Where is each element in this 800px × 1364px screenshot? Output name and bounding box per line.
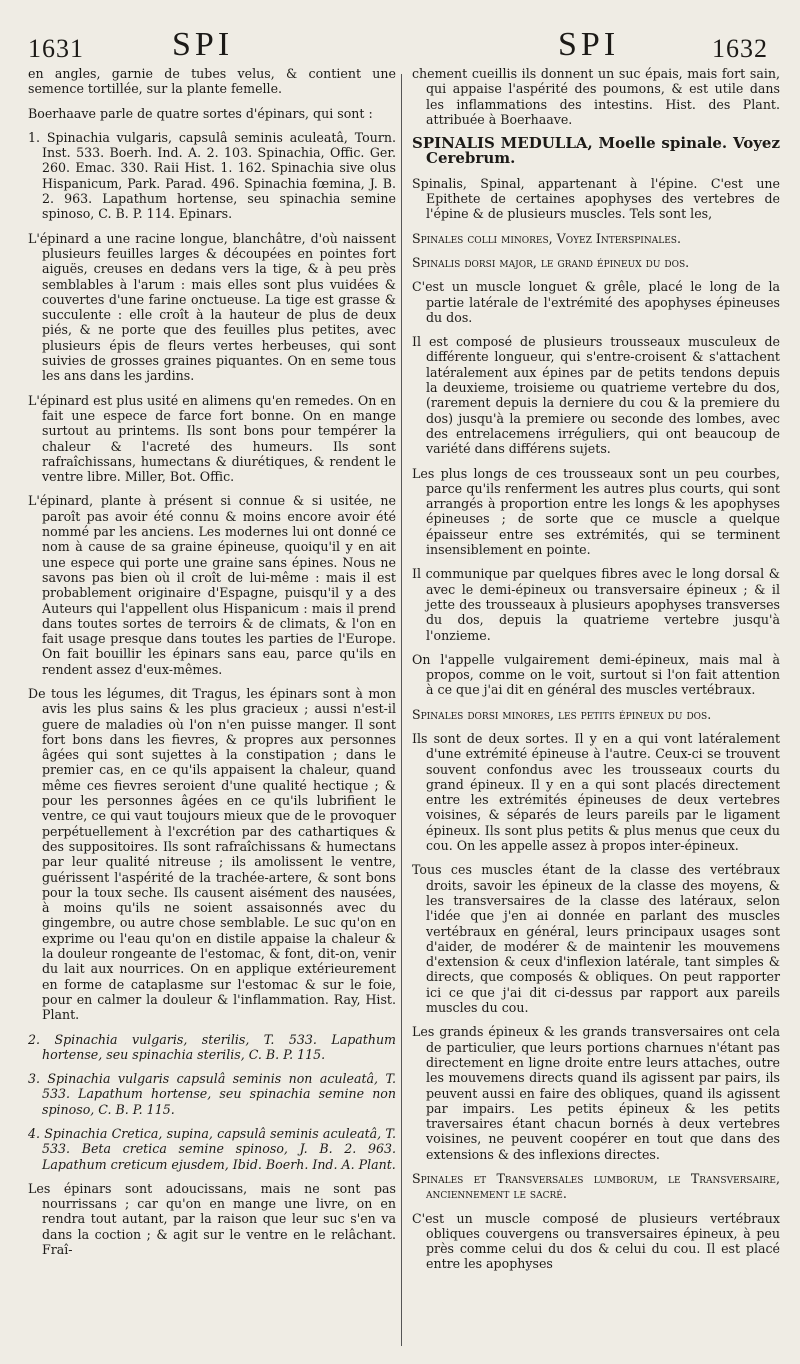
column-divider xyxy=(401,74,402,1346)
entry-heading: Spinales colli minores, Voyez Interspinales. xyxy=(412,230,681,246)
paragraph: C'est un muscle composé de plusieurs vertébraux obliques couvergens ou transversaires épineux, à peu près comme celui du dos & celui du cou. Il est placé entre les apophyses xyxy=(412,1210,780,1272)
entry-heading: Spinales dorsi minores, les petits épineux du dos. xyxy=(412,706,712,722)
list-item: 3. Spinachia vulgaris capsulâ seminis non aculeatâ, T. 533. Lapathum hortense, seu spinachia semine non spinoso, C. B. P. 115. xyxy=(28,1071,396,1117)
left-column xyxy=(28,66,396,1266)
paragraph: Spinalis, Spinal, appartenant à l'épine. C'est une Epithete de certaines apophyses des vertebres de l'épine & de plusieurs muscles. Tels sont les, xyxy=(412,175,780,222)
paragraph: C'est un muscle longuet & grêle, placé le long de la partie latérale de l'extrémité des apophyses épineuses du dos. xyxy=(412,279,780,325)
paragraph: Les plus longs de ces trousseaux sont un peu courbes, parce qu'ils renferment les autres plus courts, qui sont arrangés à proportion entre les longs & les apophyses épineuses ; de sorte que ce muscle a quelque épaisseur entre ses extrémités, qui se terminent insensiblement en pointe. xyxy=(412,465,780,558)
paragraph: Boerhaave parle de quatre sortes d'épinars, qui sont : xyxy=(28,105,373,121)
left-running-head: SPI xyxy=(172,26,234,63)
paragraph: Les épinars sont adoucissans, mais ne sont pas nourrissans ; car qu'on en mange une livre, on en rendra tout autant, par la raison que leur suc s'en va dans la coction ; & agit sur le ventre en le relâchant. Fraî- xyxy=(28,1180,396,1258)
right-column xyxy=(412,66,780,1281)
right-running-head: SPI xyxy=(558,26,620,63)
list-item: 1. Spinachia vulgaris, capsulâ seminis aculeatâ, Tourn. Inst. 533. Boerh. Ind. A. 2. 103. Spinachia, Offic. Ger. 260. Emac. 330. Raii Hist. 1. 162. Spinachia sive olus Hispanicum, Park. Parad. 496. Spinachia fœmina, J. B. 2. 963. Lapathum hortense, seu spinachia semine spinoso, C. B. P. 114. Epinars. xyxy=(28,129,396,222)
paragraph: L'épinard est plus usité en alimens qu'en remedes. On en fait une espece de farce fort bonne. On en mange surtout au printems. Ils sont bons pour tempérer la chaleur & l'acreté des humeurs. Ils sont rafraîchissans, humectans & diurétiques, & rendent le ventre libre. Miller, Bot. Offic. xyxy=(28,392,396,485)
paragraph: L'épinard a une racine longue, blanchâtre, d'où naissent plusieurs feuilles larges & découpées en pointes fort aiguës, creuses en dedans vers la tige, & à peu près semblables à l'arum : mais elles sont plus vuidées & couvertes d'une farine onctueuse. La tige est grasse & succulente : elle croît à la hauteur de plus de deux piés, & ne porte que des feuilles plus petites, avec plusieurs épis de fleurs vertes herbeuses, qui sont suivies de grosses graines piquantes. On en seme tous les ans dans les jardins. xyxy=(28,230,396,384)
entry-heading: Spinalis dorsi major, le grand épineux du dos. xyxy=(412,254,690,270)
paragraph: Ils sont de deux sortes. Il y en a qui vont latéralement d'une extrémité épineuse à l'autre. Ceux-ci se trouvent souvent confondus avec les trousseaux courts du grand épineux. Il y en a qui sont placés directement entre les extrémités épineuses de deux vertebres voisines, & séparés de leurs pareils par le ligament épineux. Ils sont plus petits & plus menus que ceux du cou. On les appelle assez à propos inter-épineux. xyxy=(412,730,780,854)
paragraph: Il est composé de plusieurs trousseaux musculeux de différente longueur, qui s'entre-croisent & s'attachent latéralement aux épines par de petits tendons depuis la deuxieme, troisieme ou quatrieme vertebre du dos, (rarement depuis la derniere du cou & la premiere du dos) jusqu'à la premiere ou seconde des lombes, avec des entrelacemens irréguliers, qui ont beaucoup de variété dans différens sujets. xyxy=(412,334,780,457)
paragraph: L'épinard, plante à présent si connue & si usitée, ne paroît pas avoir été connu & moins encore avoir été nommé par les anciens. Les modernes lui ont donné ce nom à cause de sa graine épineuse, quoiqu'il y en ait une espece qui porte une graine sans épines. Nous ne savons pas bien où il croît de lui-même : mais il est probablement originaire d'Espagne, puisqu'il y a des Auteurs qui l'appellent olus Hispanicum : mais il prend dans toutes sortes de terroirs & de climats, & l'on en fait usage presque dans toutes les parties de l'Europe. On fait bouillir les épinars sans eau, parce qu'ils en rendent assez d'eux-mêmes. xyxy=(28,493,396,677)
paragraph: De tous les légumes, dit Tragus, les épinars sont à mon avis les plus sains & les plus gracieux ; aussi n'est-il guere de maladies où l'on n'en puisse manger. Il sont fort bons dans les fievres, & propres aux personnes âgées qui sont sujettes à la constipation ; dans le premier cas, en ce qu'ils appaisent la chaleur, quand même ces fievres seroient d'une qualité hectique ; & pour les personnes âgées en ce qu'ils lubrifient le ventre, ce qui vaut toujours mieux que de le provoquer perpétuellement à l'excrétion par des cathartiques & des suppositoires. Ils sont rafraîchissans & humectans par leur qualité nitreuse ; ils amolissent le ventre, guérissent l'aspérité de la trachée-artere, & sont bons pour la toux seche. Ils causent aisément des nausées, à moins qu'ils ne soient assaisonnés avec du gingembre, ou autre chose semblable. Le suc qu'on en exprime ou l'eau qu'on en distile appaise la chaleur & la douleur rongeante de l'estomac, & font, dit-on, venir du lait aux nourrices. On en applique extérieurement en forme de cataplasme sur l'estomac & sur le foie, pour en calmer la douleur & l'inflammation. Ray, Hist. Plant. xyxy=(28,685,396,1023)
list-item: 2. Spinachia vulgaris, sterilis, T. 533. Lapathum hortense, seu spinachia sterilis, C. B. P. 115. xyxy=(28,1031,396,1062)
right-page-number: 1632 xyxy=(712,34,768,63)
list-item: 4. Spinachia Cretica, supina, capsulâ seminis aculeatâ, T. 533. Beta cretica semine spinoso, J. B. 2. 963. Lapathum creticum ejusdem, Ibid. Boerh. Ind. A. Plant. xyxy=(28,1126,396,1172)
paragraph: Il communique par quelques fibres avec le long dorsal & avec le demi-épineux ou transversaire épineux ; & il jette des trousseaux à plusieurs apophyses transverses du dos, depuis la quatrieme vertebre jusqu'à l'onzieme. xyxy=(412,566,780,643)
paragraph: Les grands épineux & les grands transversaires ont cela de particulier, que leurs portions charnues n'étant pas directement en ligne droite entre leurs attaches, outre les mouvemens directs quand ils agissent par pairs, ils peuvent aussi en faire des obliques, quand ils agissent par impairs. Les petits épineux & les petits traversaires étant chacun bornés à deux vertebres voisines, ne peuvent coopérer en tout que dans des extensions & des inflexions directes. xyxy=(412,1024,780,1162)
entry-heading: Spinales et Transversales lumborum, le Transversaire, anciennement le sacré. xyxy=(412,1171,780,1202)
left-page-number: 1631 xyxy=(28,34,84,63)
paragraph: On l'appelle vulgairement demi-épineux, mais mal à propos, comme on le voit, surtout si l'on fait attention à ce que j'ai dit en général des muscles vertébraux. xyxy=(412,651,780,698)
paragraph: en angles, garnie de tubes velus, & contient une semence tortillée, sur la plante femelle. xyxy=(28,66,396,97)
entry-heading: SPINALIS MEDULLA, Moelle spinale. Voyez Cerebrum. xyxy=(412,134,780,168)
paragraph: Tous ces muscles étant de la classe des vertébraux droits, savoir les épineux de la classe des moyens, & les transversaires de la classe des latéraux, selon l'idée que j'en ai donnée en parlant des muscles vertébraux en général, leurs principaux usages sont d'aider, de modérer & de maintenir les mouvemens d'extension & ceux d'inflexion latérale, tant simples & directs, que composés & obliques. On peut rapporter ici ce que j'ai dit ci-dessus par rapport aux pareils muscles du cou. xyxy=(412,862,780,1016)
paragraph: chement cueillis ils donnent un suc épais, mais fort sain, qui appaise l'aspérité des poumons, & est utile dans les inflammations des intestins. Hist. des Plant. attribuée à Boerhaave. xyxy=(412,66,780,127)
